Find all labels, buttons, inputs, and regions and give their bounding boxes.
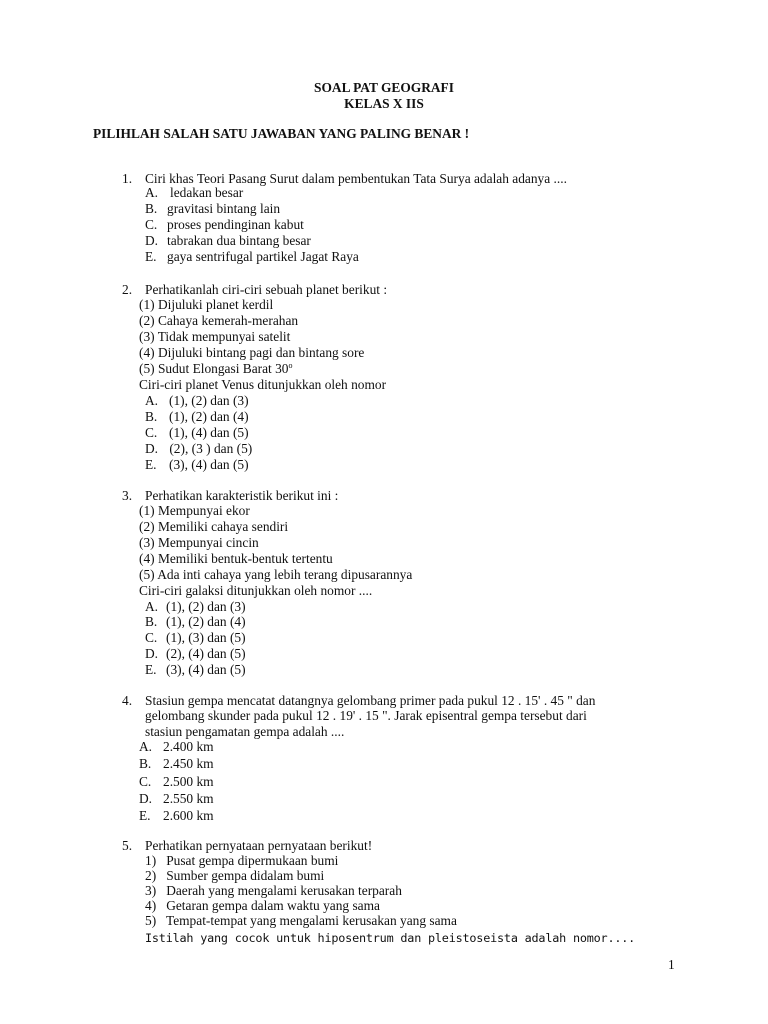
option-text: proses pendinginan kabut [167, 217, 304, 232]
question-number: 1. [122, 171, 133, 186]
question-text: Ciri khas Teori Pasang Surut dalam pembentukan Tata Surya adalah adanya .... [145, 171, 567, 186]
question-prompt: Ciri-ciri galaksi ditunjukkan oleh nomor .... [139, 583, 373, 598]
option-text: (3), (4) dan (5) [166, 662, 246, 677]
question-text: Perhatikan karakteristik berikut ini : [145, 488, 339, 503]
list-item: (4) Dijuluki bintang pagi dan bintang sore [139, 345, 365, 360]
question-number: 4. [122, 693, 133, 708]
option-text: (1), (2) dan (3) [169, 393, 249, 408]
option-letter: C. [145, 217, 158, 232]
option-text: gaya sentrifugal partikel Jagat Raya [167, 249, 359, 264]
option-letter: D. [145, 646, 159, 661]
option-letter: B. [145, 409, 158, 424]
option-letter: D. [139, 791, 153, 806]
option-letter: C. [145, 630, 158, 645]
option-text: 2.500 km [163, 774, 214, 789]
option-letter: E. [145, 662, 157, 677]
question-prompt: Istilah yang cocok untuk hiposentrum dan pleistoseista adalah nomor.... [145, 931, 636, 945]
option-letter: A. [139, 739, 153, 754]
list-item [139, 361, 293, 377]
option-letter: E. [145, 457, 157, 472]
option-text: (1), (2) dan (3) [166, 599, 246, 614]
list-item: (1) Dijuluki planet kerdil [139, 297, 274, 312]
degree-mark: o [288, 361, 293, 370]
document-subtitle: KELAS X IIS [344, 96, 424, 111]
option-text: 2.400 km [163, 739, 214, 754]
question-text: Perhatikan pernyataan pernyataan berikut! [145, 838, 373, 853]
option-text: (3), (4) dan (5) [169, 457, 249, 472]
option-letter: D. [145, 441, 159, 456]
option-text: 2.600 km [163, 808, 214, 823]
option-letter: C. [139, 774, 152, 789]
option-letter: B. [139, 756, 152, 771]
option-letter: E. [139, 808, 151, 823]
list-item-text: (5) Sudut Elongasi Barat 30 [139, 361, 289, 376]
option-text: tabrakan dua bintang besar [167, 233, 311, 248]
option-text: ledakan besar [170, 185, 244, 200]
option-letter: C. [145, 425, 158, 440]
list-item: 2) Sumber gempa didalam bumi [145, 868, 325, 883]
option-text: gravitasi bintang lain [167, 201, 281, 216]
option-text: (2), (3 ) dan (5) [166, 441, 253, 456]
list-item: (1) Mempunyai ekor [139, 503, 250, 518]
question-text: Stasiun gempa mencatat datangnya gelombang primer pada pukul 12 . 15' . 45 " dan [145, 693, 596, 708]
list-item: (2) Memiliki cahaya sendiri [139, 519, 289, 534]
question-number: 2. [122, 282, 133, 297]
question-text: stasiun pengamatan gempa adalah .... [145, 724, 345, 739]
list-item: 4) Getaran gempa dalam waktu yang sama [145, 898, 380, 913]
option-text: (1), (2) dan (4) [169, 409, 249, 424]
option-text: 2.550 km [163, 791, 214, 806]
instruction-text: PILIHLAH SALAH SATU JAWABAN YANG PALING BENAR ! [93, 126, 470, 141]
option-letter: B. [145, 614, 158, 629]
document-title: SOAL PAT GEOGRAFI [314, 80, 454, 95]
option-letter: A. [145, 599, 159, 614]
option-letter: A. [145, 393, 159, 408]
option-text: (2), (4) dan (5) [166, 646, 246, 661]
option-text: 2.450 km [163, 756, 214, 771]
question-text: Perhatikanlah ciri-ciri sebuah planet berikut : [145, 282, 388, 297]
question-number: 3. [122, 488, 133, 503]
question-prompt: Ciri-ciri planet Venus ditunjukkan oleh nomor [139, 377, 387, 392]
list-item: (4) Memiliki bentuk-bentuk tertentu [139, 551, 333, 566]
list-item: 3) Daerah yang mengalami kerusakan terparah [145, 883, 402, 898]
list-item: (3) Mempunyai cincin [139, 535, 259, 550]
option-letter: E. [145, 249, 157, 264]
list-item: (3) Tidak mempunyai satelit [139, 329, 291, 344]
question-text: gelombang skunder pada pukul 12 . 19' . 15 ". Jarak episentral gempa tersebut dari [145, 708, 587, 723]
option-text: (1), (3) dan (5) [166, 630, 246, 645]
page-number: 1 [668, 957, 675, 972]
list-item: 1) Pusat gempa dipermukaan bumi [145, 853, 339, 868]
option-letter: A. [145, 185, 159, 200]
option-text: (1), (4) dan (5) [169, 425, 249, 440]
list-item: 5) Tempat-tempat yang mengalami kerusakan yang sama [145, 913, 457, 928]
list-item: (5) Ada inti cahaya yang lebih terang dipusarannya [139, 567, 413, 582]
option-letter: B. [145, 201, 158, 216]
question-number: 5. [122, 838, 133, 853]
option-text: (1), (2) dan (4) [166, 614, 246, 629]
list-item: (2) Cahaya kemerah-merahan [139, 313, 299, 328]
option-letter: D. [145, 233, 159, 248]
